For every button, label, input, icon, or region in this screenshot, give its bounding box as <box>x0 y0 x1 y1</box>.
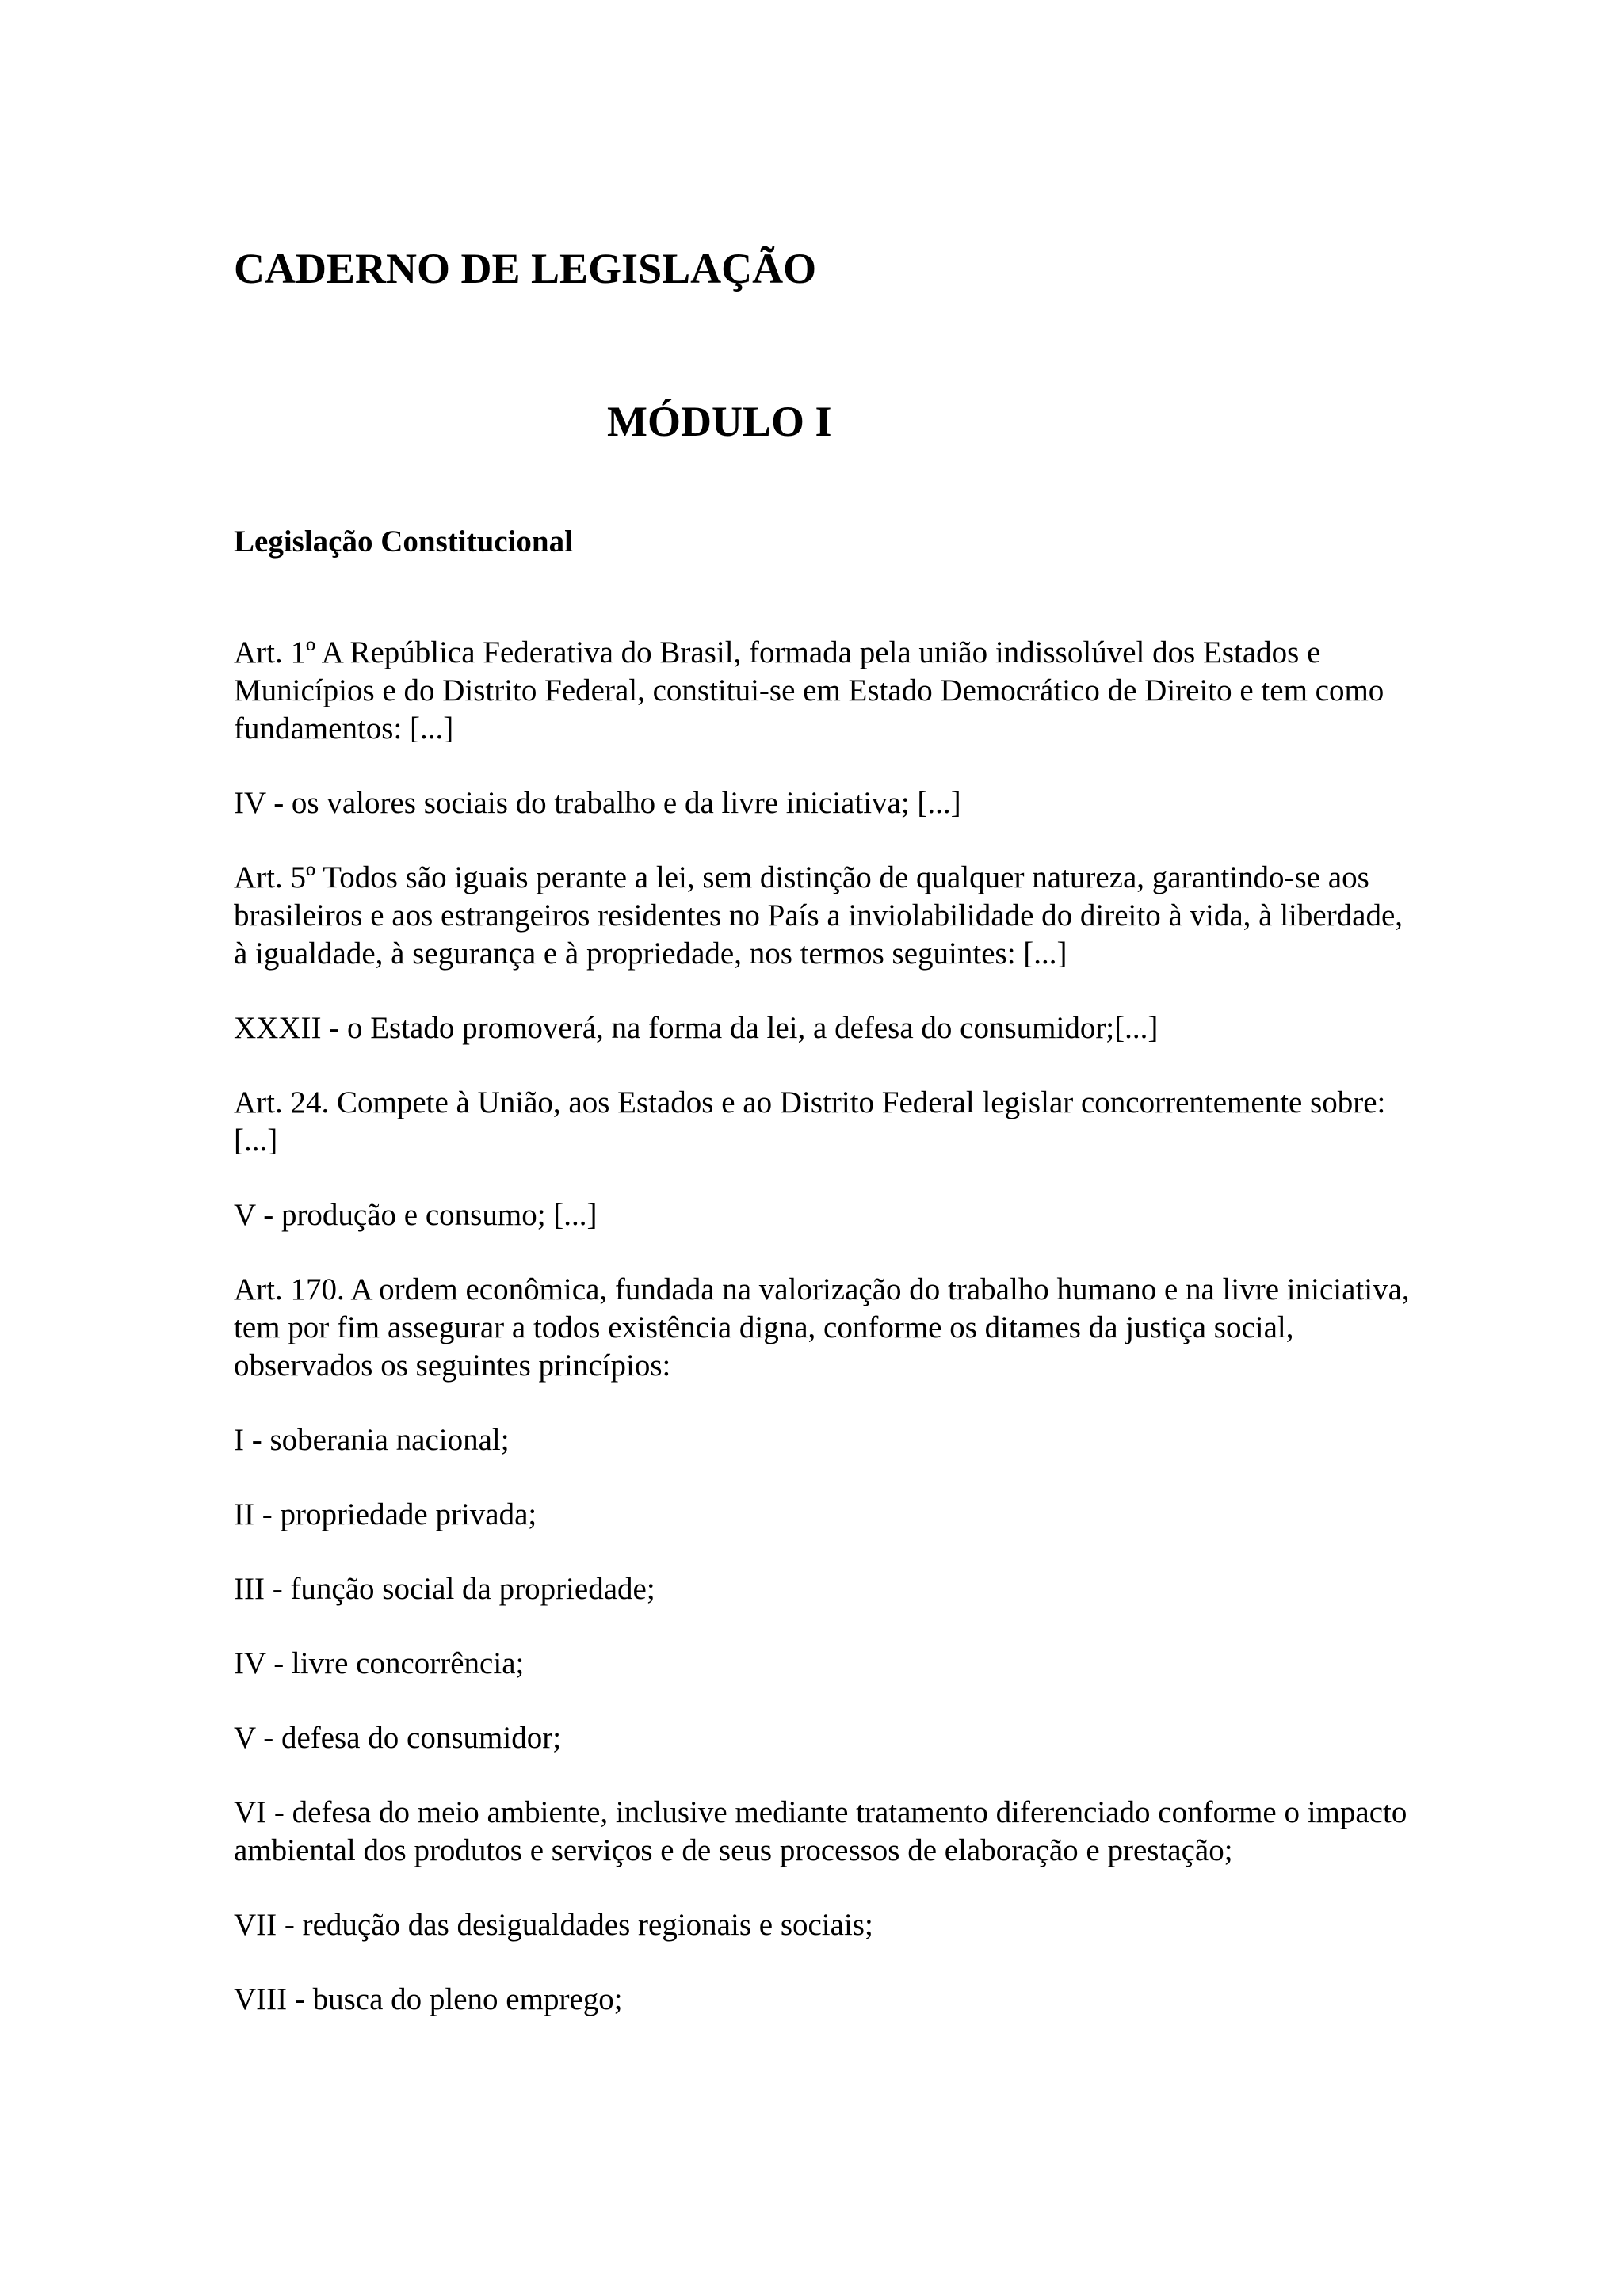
paragraph-art-170-item-ii: II - propriedade privada; <box>234 1497 537 1531</box>
paragraph-art-170: Art. 170. A ordem econômica, fundada na valorização do trabalho humano e na livre iniciativa, tem por fim assegurar a todos existência digna, conforme os ditames da justiça social, observados os seguintes princípios: <box>234 1272 1410 1383</box>
paragraph-art-170-item-vi: VI - defesa do meio ambiente, inclusive mediante tratamento diferenciado conforme o impacto ambiental dos produtos e serviços e de seus processos de elaboração e prestação; <box>234 1795 1407 1867</box>
document-body <box>234 634 1423 2055</box>
paragraph-art-170-item-v: V - defesa do consumidor; <box>234 1721 562 1755</box>
paragraph-art-170-item-iv: IV - livre concorrência; <box>234 1646 525 1680</box>
paragraph-art-5: Art. 5º Todos são iguais perante a lei, sem distinção de qualquer natureza, garantindo-se aos brasileiros e aos estrangeiros residentes no País a inviolabilidade do direito à vida, à liberdade, à igualdade, à segurança e à propriedade, nos termos seguintes: [...] <box>234 860 1403 971</box>
paragraph-art-24: Art. 24. Compete à União, aos Estados e ao Distrito Federal legislar concorrentemente sobre: [...] <box>234 1085 1386 1158</box>
paragraph-art-170-item-viii: VIII - busca do pleno emprego; <box>234 1982 623 2016</box>
paragraph-art-170-item-vii: VII - redução das desigualdades regionais e sociais; <box>234 1908 873 1942</box>
paragraph-art-1-item-iv: IV - os valores sociais do trabalho e da livre iniciativa; [...] <box>234 786 961 820</box>
document-title: CADERNO DE LEGISLAÇÃO <box>234 245 817 292</box>
paragraph-art-170-item-iii: III - função social da propriedade; <box>234 1572 655 1606</box>
paragraph-art-1: Art. 1º A República Federativa do Brasil, formada pela união indissolúvel dos Estados e Municípios e do Distrito Federal, constitui-se em Estado Democrático de Direito e tem como fundamentos: [...] <box>234 635 1384 746</box>
paragraph-art-24-item-v: V - produção e consumo; [...] <box>234 1198 598 1232</box>
paragraph-art-5-item-xxxii: XXXII - o Estado promoverá, na forma da lei, a defesa do consumidor;[...] <box>234 1011 1159 1045</box>
paragraph-art-170-item-i: I - soberania nacional; <box>234 1423 510 1457</box>
module-title: MÓDULO I <box>607 398 832 445</box>
section-heading: Legislação Constitucional <box>234 524 573 559</box>
